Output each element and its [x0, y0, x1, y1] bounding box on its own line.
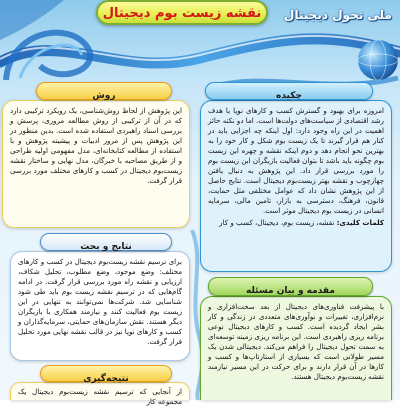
intro-box: [200, 296, 392, 400]
results-box: [10, 251, 190, 361]
poster-title: نقشه زیست بوم دیجیتال: [102, 6, 262, 21]
intro-heading: مقدمه و بیان مسئله: [246, 286, 335, 296]
keywords-value: نقشه، زیست بوم، دیجیتال، کسب و کار: [219, 218, 335, 227]
intro-body: با پیشرفت فناوری‌های دیجیتال از بعد سخت‌افزاری و نرم‌افزاری، تغییرات و نوآوری‌های متعددی در زندگی و کار بشر ایجاد گردیده است. کسب و کارهای دیجیتال نوعی برنامه ریزی راهبردی است. این برنامه ریزی زمینه توسعه‌ای به سمت تحول دیجیتال را فراهم می‌کند. دیجیتالی شدن یک مسیر طولانی است که بسیاری از استارتاپ‌ها و کسب و کارها در آن قرار دارند و برای حرکت در این مسیر نیازمند نقشه زیست‌بوم دیجیتال هستند.: [208, 302, 384, 381]
results-heading-tab: [40, 233, 172, 251]
abstract-keywords: [208, 218, 384, 228]
method-box: [2, 100, 190, 228]
method-heading: روش: [92, 91, 116, 101]
conclusion-heading: نتیجه‌گیری: [83, 374, 129, 384]
conclusion-box: [10, 382, 190, 406]
title-banner: [96, 0, 268, 25]
conclusion-heading-tab: [40, 365, 172, 382]
main-ribbon: [0, 39, 400, 63]
keywords-label: کلمات کلیدی:: [336, 218, 384, 227]
abstract-body: امروزه برای بهبود و گسترش کسب و کارهای نوپا با هدف رشد اقتصادی از سیاست‌های دولت‌ها است. اما دو نکته حائز اهمیت در این راه وجود دارد: اول اینکه چه اجزایی باید در کنار هم قرار گیرند تا یک زیست بوم شکل و کار خود را به بهترین نحو انجام دهد و دوم اینکه نقشه و چهره این زیست بوم چگونه باید باشد تا بتوان فعالیت بازیگران این زیست بوم را مورد بررسی قرار داد. این پژوهش به دنبال یافتن چهارچوب و نقشه بهتر زیست‌بوم دیجیتال است. نتایج حاصل از این پژوهش نشان داد که عوامل مختلفی مثل حمایت، قانون، فرهنگ، دسترسی به بازار، تامین مالی، سرمایه انسانی در زیست بوم دیجیتال موثر است.: [208, 106, 384, 215]
intro-heading-tab: [208, 277, 373, 296]
abstract-heading-tab: [205, 82, 373, 100]
method-heading-tab: [36, 82, 172, 100]
abstract-heading: چکیده: [276, 91, 302, 101]
conclusion-body: از آنجایی که ترسیم نقشه زیست‌بوم دیجیتال یک مجموعه کار: [18, 387, 182, 406]
results-heading: نتایج و بحث: [80, 242, 132, 252]
results-body: برای ترسیم نقشه زیست‌بوم دیجیتال در کسب و کارهای مختلف: وضع موجود، وضع مطلوب، تحلیل شکاف، ارزیابی و نقشه راه مورد بررسی قرار گرفت. در ادامه گام‌هایی که در ترسیم نقشه زیست بوم باید طی شود شناسایی شد. شرکت‌ها نمی‌توانند به تنهایی در این زیست بوم فعالیت کنند و نیازمند همکاری با بازیگران دیگر هستند. نقش سازمان‌های حمایتی، سرمایه‌گذاران و کسب و کارهای نوپا نیز در قالب نقشه نهایی مورد تحلیل قرار گرفت.: [18, 257, 182, 346]
globe-icon: [358, 40, 398, 80]
conference-name: ملی تحول دیجیتال: [284, 8, 392, 22]
method-body: این پژوهش از لحاظ روش‌شناسی، یک رویکرد ترکیبی دارد که در آن از ترکیبی از روش مطالعه مروری، پرسش و بررسی اسناد راهبردی استفاده شده است. بدین منظور در این پژوهش پس از مرور ادبیات و پیشینه پژوهش و با استفاده از مطالعه کتابخانه‌ای، مدل مفهومی اولیه طراحی و از طریق مصاحبه با خبرگان، مدل نهایی و ساختار نقشه زیست‌بوم دیجیتال در کسب و کارهای مختلف مورد بررسی قرار گرفت.: [10, 106, 182, 185]
abstract-box: [200, 100, 392, 272]
